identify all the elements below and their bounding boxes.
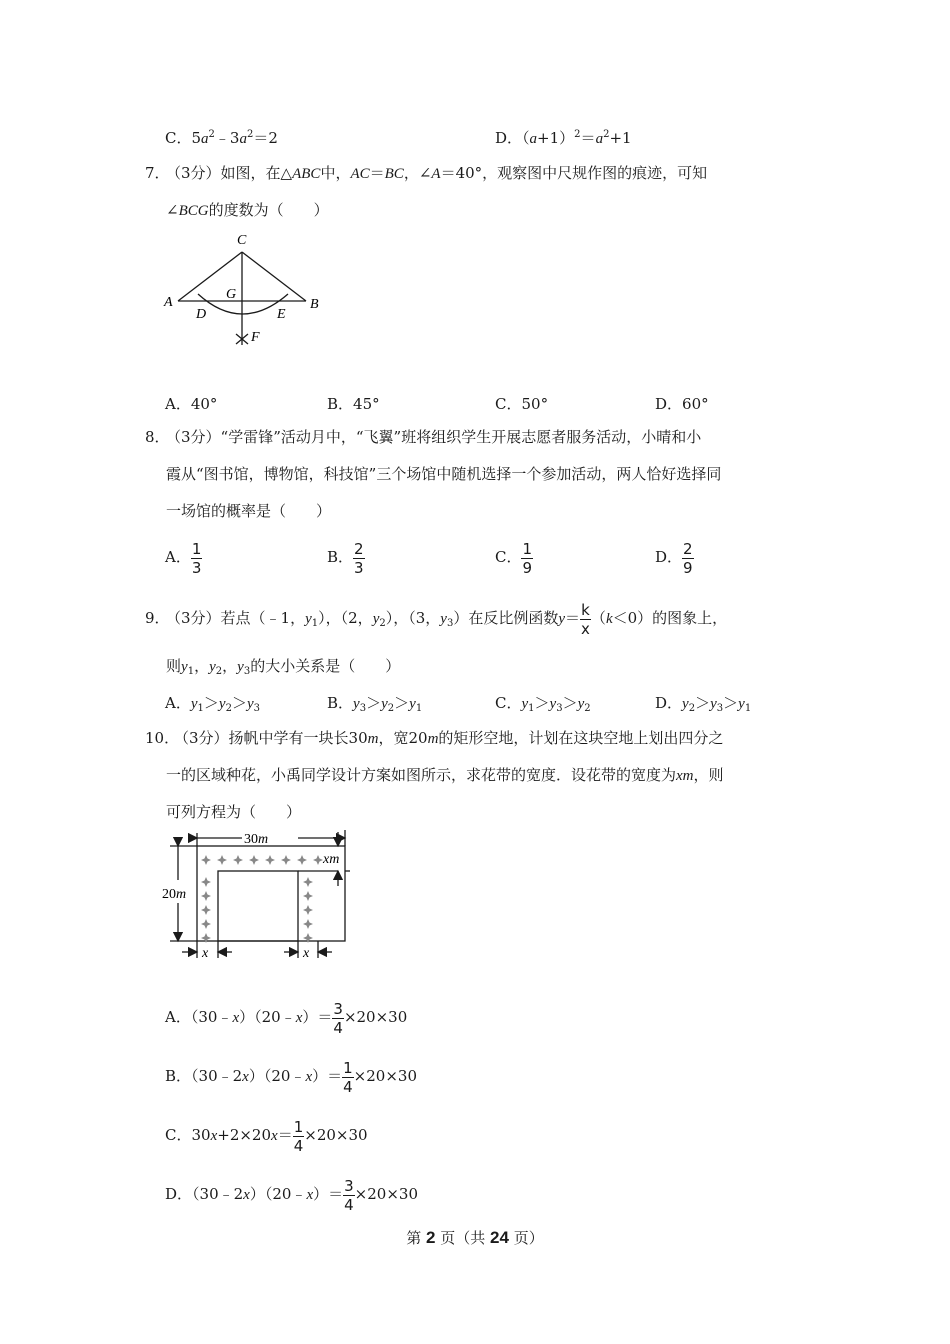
- label-b: B: [310, 297, 319, 312]
- label-c: C: [237, 233, 247, 248]
- flower-mark: [217, 855, 227, 865]
- inner-lawn: [218, 871, 298, 941]
- q7-stem-line1: （3分）如图，在△ABC中，AC＝BC，∠A＝40°，观察图中尺规作图的痕迹，可知: [166, 164, 708, 182]
- q9-option-b: B．$y_3>y_2>y_1$: [327, 694, 423, 714]
- q7-stem-line2: ∠BCG的度数为（ ）: [166, 201, 329, 219]
- q8-stem-line1: （3分）“学雷锋”活动月中，“飞翼”班将组织学生开展志愿者服务活动，小晴和小: [166, 428, 702, 446]
- flower-bed-marks: [201, 855, 323, 943]
- q9-number: 9．: [145, 609, 170, 627]
- flower-mark: [313, 855, 323, 865]
- label-e: E: [277, 307, 286, 322]
- label-30m: 30m: [244, 832, 269, 847]
- flower-mark: [303, 877, 313, 887]
- flower-mark: [201, 905, 211, 915]
- q9-option-c: C．$y_1>y_3>y_2$: [495, 694, 591, 714]
- label-d: D: [196, 307, 207, 322]
- flower-mark: [201, 891, 211, 901]
- label-g: G: [226, 287, 237, 302]
- q10-option-d: D．（30﹣2x）（20﹣x）＝ $\frac{3}{4}$ ×20×30: [165, 1176, 418, 1214]
- q10-stem-line1: （3分）扬帆中学有一块长30m，宽20m的矩形空地，计划在这块空地上划出四分之: [174, 729, 724, 747]
- q10-option-c: C．30x+2×20x＝ $\frac{1}{4}$ ×20×30: [165, 1117, 368, 1155]
- flower-mark: [303, 919, 313, 929]
- flower-mark: [265, 855, 275, 865]
- flower-mark: [201, 919, 211, 929]
- page-footer: 第 2 页（共 24 页）: [406, 1228, 544, 1247]
- q6-option-d: D．$(a+1)^2=a^2+1$: [495, 129, 632, 147]
- flower-mark: [297, 855, 307, 865]
- fraction: $\frac{1}{9}$: [522, 539, 533, 577]
- label-xm: xm: [323, 852, 340, 867]
- q10-stem-line2: 一的区域种花，小禹同学设计方案如图所示，求花带的宽度．设花带的宽度为xm，则: [166, 766, 724, 784]
- q7-number: 7．: [145, 164, 170, 182]
- fraction-k-over-x: $\frac{k}{x}$: [581, 600, 590, 638]
- fraction: $\frac{2}{9}$: [683, 539, 693, 577]
- fraction: $\frac{2}{3}$: [354, 539, 364, 577]
- segment-bc: [242, 252, 306, 301]
- flower-mark: [233, 855, 243, 865]
- q8-stem-line3: 一场馆的概率是（ ）: [166, 502, 332, 520]
- q9-stem-line2: 则$y_1$，$y_2$，$y_3$的大小关系是（ ）: [166, 657, 401, 677]
- flower-mark: [201, 877, 211, 887]
- q8-option-d: D． $\frac{2}{9}$: [655, 539, 693, 577]
- q6-option-c: C．$5a^2﹣3a^2=2$: [165, 129, 278, 147]
- fraction: $\frac{1}{4}$: [293, 1117, 304, 1155]
- fraction: $\frac{1}{3}$: [191, 539, 202, 577]
- q8-option-a: A． $\frac{1}{3}$: [165, 539, 202, 577]
- q7-triangle-figure: [160, 228, 330, 353]
- q10-option-b: B．（30﹣2x）（20﹣x）＝ $\frac{1}{4}$ ×20×30: [165, 1058, 417, 1096]
- q8-stem-line2: 霞从“图书馆，博物馆，科技馆”三个场馆中随机选择一个参加活动，两人恰好选择同: [166, 465, 722, 483]
- flower-mark: [249, 855, 259, 865]
- label-a: A: [164, 295, 173, 310]
- label-x-bottom-left: x: [202, 946, 209, 961]
- q8-option-b: B． $\frac{2}{3}$: [327, 539, 364, 577]
- q7-option-b: B．45°: [327, 395, 380, 413]
- arc-de: [198, 294, 288, 314]
- flower-mark: [303, 905, 313, 915]
- q9-stem-line1: （3分）若点（﹣1，$y_1$），（2，$y_2$），（3，$y_3$）在反比例函数y＝ $\frac{k}{x}$ （k＜0）的图象上，: [166, 600, 728, 638]
- q10-option-a: A．（30﹣x）（20﹣x）＝ $\frac{3}{4}$ ×20×30: [165, 999, 408, 1037]
- flower-mark: [303, 891, 313, 901]
- q8-number: 8．: [145, 428, 170, 446]
- q10-stem-line3: 可列方程为（ ）: [166, 803, 302, 821]
- q7-option-d: D．60°: [655, 395, 709, 413]
- flower-mark: [281, 855, 291, 865]
- q9-option-a: A．$y_1>y_2>y_3$: [165, 694, 261, 714]
- current-page-number: 2: [426, 1228, 436, 1247]
- q7-option-c: C．50°: [495, 395, 549, 413]
- fraction: $\frac{3}{4}$: [333, 999, 343, 1037]
- label-20m: 20m: [162, 887, 187, 902]
- flower-mark: [201, 855, 211, 865]
- total-page-count: 24: [490, 1228, 509, 1247]
- label-x-bottom-right: x: [303, 946, 310, 961]
- q9-option-d: D．$y_2>y_3>y_1$: [655, 694, 752, 714]
- label-f: F: [251, 330, 260, 345]
- q8-option-c: C． $\frac{1}{9}$: [495, 539, 533, 577]
- fraction: $\frac{3}{4}$: [344, 1176, 354, 1214]
- q7-option-a: A．40°: [165, 395, 218, 413]
- q10-number: 10．: [145, 729, 180, 747]
- fraction: $\frac{1}{4}$: [343, 1058, 353, 1096]
- q10-garden-figure: [160, 828, 355, 963]
